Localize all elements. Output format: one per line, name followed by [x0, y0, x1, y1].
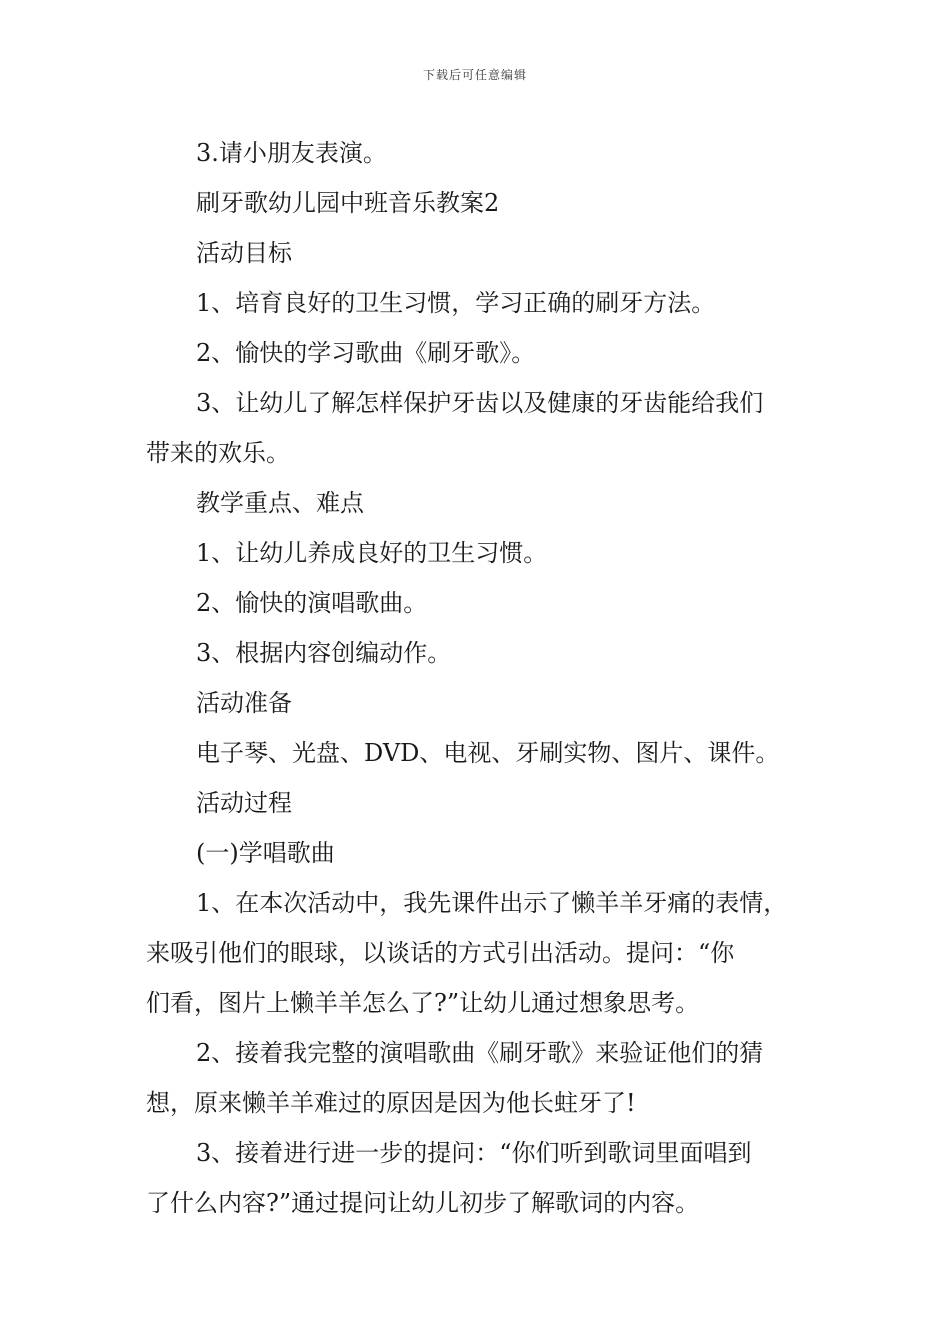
paragraph: 1、在本次活动中，我先课件出示了懒羊羊牙痛的表情， [196, 889, 788, 917]
paragraph-continuation: 了什么内容?”通过提问让幼儿初步了解歌词的内容。 [146, 1189, 700, 1217]
subsection-heading: 活动目标 [196, 239, 292, 267]
paragraph: 2、愉快的学习歌曲《刷牙歌》。 [196, 339, 536, 367]
paragraph: 3、根据内容创编动作。 [196, 639, 452, 667]
paragraph: 3.请小朋友表演。 [196, 139, 387, 167]
paragraph: 3、让幼儿了解怎样保护牙齿以及健康的牙齿能给我们 [196, 389, 764, 417]
paragraph: 2、愉快的演唱歌曲。 [196, 589, 428, 617]
paragraph: 1、培育良好的卫生习惯，学习正确的刷牙方法。 [196, 289, 716, 317]
document-body [146, 128, 836, 1228]
section-title: 刷牙歌幼儿园中班音乐教案2 [196, 189, 500, 217]
paragraph: 2、接着我完整的演唱歌曲《刷牙歌》来验证他们的猜 [196, 1039, 764, 1067]
subsection-heading: 活动过程 [196, 789, 292, 817]
subsection-heading: (一)学唱歌曲 [196, 839, 335, 867]
header-note: 下载后可任意编辑 [422, 68, 527, 82]
paragraph: 电子琴、光盘、DVD、电视、牙刷实物、图片、课件。 [196, 739, 780, 767]
paragraph: 1、让幼儿养成良好的卫生习惯。 [196, 539, 548, 567]
paragraph-continuation: 们看，图片上懒羊羊怎么了?”让幼儿通过想象思考。 [146, 989, 700, 1017]
subsection-heading: 教学重点、难点 [196, 489, 364, 517]
subsection-heading: 活动准备 [196, 689, 292, 717]
paragraph-continuation: 想，原来懒羊羊难过的原因是因为他长蛀牙了! [146, 1089, 636, 1117]
paragraph-continuation: 带来的欢乐。 [146, 439, 290, 467]
paragraph: 3、接着进行进一步的提问：“你们听到歌词里面唱到 [196, 1139, 752, 1167]
paragraph-continuation: 来吸引他们的眼球，以谈话的方式引出活动。提问：“你 [146, 939, 735, 967]
